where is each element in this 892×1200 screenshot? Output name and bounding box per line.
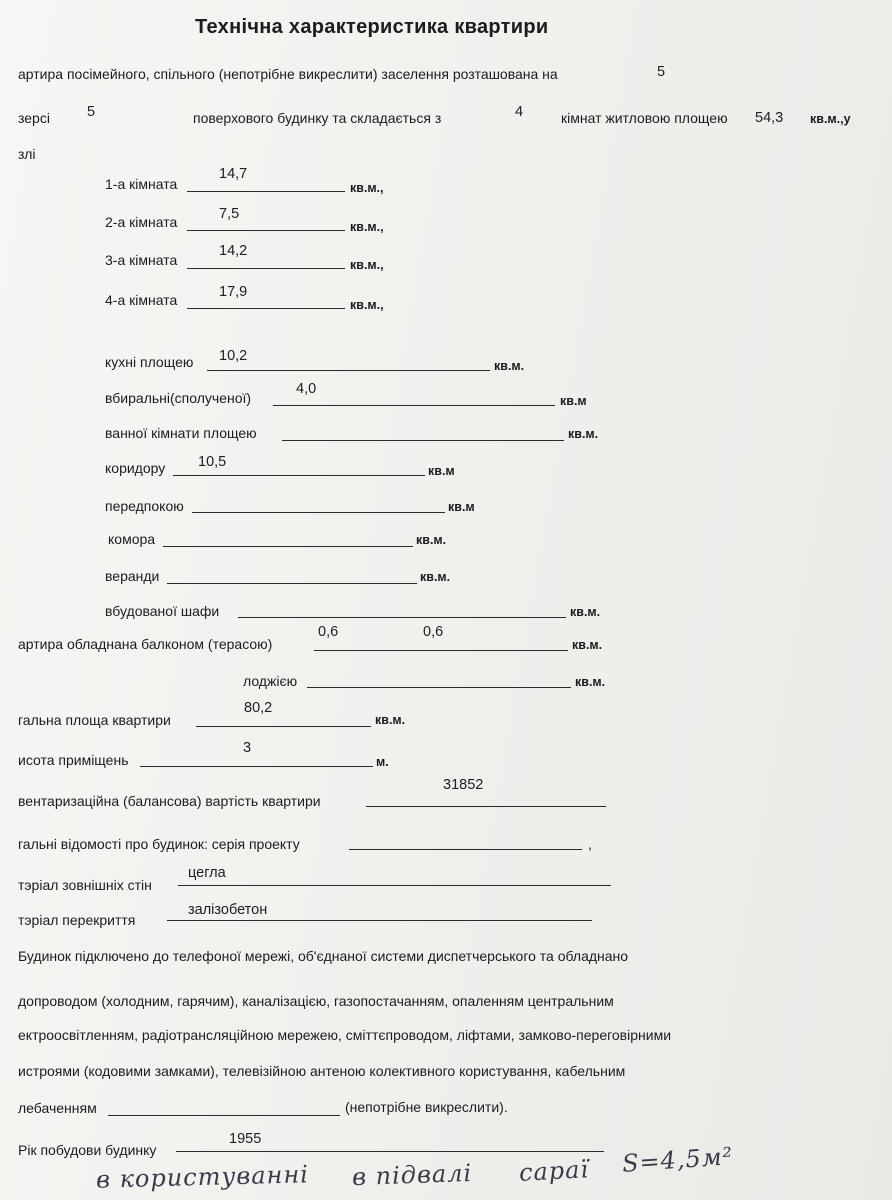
hallway-unit: кв.м [448, 500, 475, 514]
utilities-line-5-blank [108, 1115, 340, 1116]
room-2-unit: кв.м., [350, 220, 384, 234]
year-built-label: Рік побудови будинку [18, 1142, 157, 1158]
kitchen-unit: кв.м. [494, 359, 525, 373]
total-floors-value: 5 [87, 104, 96, 120]
bathroom-combined-value: 4,0 [296, 381, 317, 397]
room-2-label: 2-а кімната [105, 214, 178, 230]
loggia-line [307, 687, 571, 688]
total-area-line [196, 726, 371, 727]
walls-label: тэріал зовнішніх стін [18, 877, 152, 893]
balcony-label: артира обладнана балконом (терасою) [18, 636, 273, 652]
height-label: исота приміщень [18, 752, 129, 768]
closet-line [238, 617, 566, 618]
utilities-line-2: допроводом (холодним, гарячим), каналізацією, газопостачанням, опаленням центральним [18, 993, 614, 1009]
loggia-label: лоджією [243, 673, 298, 689]
inventory-value-label: вентаризаційна (балансова) вартість квартири [18, 793, 321, 809]
total-area-unit: кв.м. [375, 713, 406, 727]
balcony-unit: кв.м. [572, 638, 603, 652]
storage-label: комора [108, 531, 156, 547]
handwritten-note-1: в користуванні [95, 1160, 310, 1194]
closet-unit: кв.м. [570, 605, 601, 619]
bath-room-unit: кв.м. [568, 427, 599, 441]
utilities-line-5-note: (непотрібне викреслити). [345, 1099, 508, 1115]
closet-label: вбудованої шафи [105, 603, 220, 619]
hallway-label: передпокою [105, 498, 184, 514]
storage-unit: кв.м. [416, 533, 447, 547]
loggia-unit: кв.м. [575, 675, 606, 689]
kitchen-label: кухні площею [105, 354, 194, 370]
intro-line-2-start: зерсі [18, 110, 50, 126]
living-area-unit: кв.м.,у [810, 112, 851, 126]
utilities-line-5: лебаченням [18, 1100, 97, 1116]
living-area-value: 54,3 [755, 110, 784, 126]
storage-line [163, 546, 413, 547]
veranda-line [167, 583, 417, 584]
bathroom-combined-unit: кв.м [560, 394, 587, 408]
corridor-label: коридору [105, 460, 166, 476]
veranda-label: веранди [105, 568, 160, 584]
corridor-unit: кв.м [428, 464, 455, 478]
height-unit: м. [376, 755, 389, 769]
year-built-line [176, 1151, 604, 1152]
total-area-value: 80,2 [244, 700, 273, 716]
handwritten-note-4: S=4,5м² [621, 1142, 735, 1178]
room-4-unit: кв.м., [350, 298, 384, 312]
walls-value: цегла [188, 865, 226, 881]
height-line [140, 766, 373, 767]
room-4-value: 17,9 [219, 284, 248, 300]
series-label: гальні відомості про будинок: серія проекту [18, 836, 300, 852]
inventory-value-line [366, 806, 606, 807]
utilities-line-4: истроями (кодовими замками), телевізійною антеною колективного користування, кабельним [18, 1063, 626, 1079]
veranda-unit: кв.м. [420, 570, 451, 584]
room-2-value: 7,5 [219, 206, 240, 222]
series-line [349, 849, 582, 850]
inventory-value: 31852 [443, 777, 484, 793]
intro-line-2-rooms: кімнат житловою площею [561, 110, 728, 126]
page-title: Технічна характеристика квартири [195, 16, 549, 38]
height-value: 3 [243, 740, 252, 756]
intro-line-2-middle: поверхового будинку та складається з [193, 110, 442, 126]
series-end: , [588, 836, 592, 852]
room-1-unit: кв.м., [350, 181, 384, 195]
balcony-value-1: 0,6 [318, 624, 339, 640]
room-3-label: 3-а кімната [105, 252, 178, 268]
room-3-unit: кв.м., [350, 258, 384, 272]
floors-material-line [167, 920, 592, 921]
room-4-line [187, 308, 345, 309]
handwritten-note-2: в підвалі [351, 1158, 473, 1192]
bath-room-line [282, 440, 564, 441]
corridor-line [173, 475, 425, 476]
balcony-value-2: 0,6 [423, 624, 444, 640]
utilities-line-1: Будинок підключено до телефоної мережі, об'єднаної системи диспетчерського та обладнано [18, 948, 629, 964]
walls-line [178, 885, 611, 886]
bath-room-label: ванної кімнати площею [105, 425, 257, 441]
corridor-value: 10,5 [198, 454, 227, 470]
room-1-value: 14,7 [219, 166, 248, 182]
year-built-value: 1955 [229, 1131, 262, 1147]
balcony-line [314, 650, 568, 651]
floors-material-value: залізобетон [188, 902, 268, 918]
bathroom-combined-line [273, 405, 555, 406]
floors-material-label: тэріал перекриття [18, 912, 136, 928]
room-2-line [187, 230, 345, 231]
room-1-label: 1-а кімната [105, 176, 178, 192]
room-3-line [187, 268, 345, 269]
hallway-line [192, 512, 445, 513]
bathroom-combined-label: вбиральні(сполученої) [105, 390, 252, 406]
rooms-count-value: 4 [515, 104, 524, 120]
utilities-line-3: ектроосвітленням, радіотрансляційною мережею, сміттєпроводом, ліфтами, замково-переговірними [18, 1027, 672, 1043]
kitchen-value: 10,2 [219, 348, 248, 364]
total-area-label: гальна площа квартири [18, 712, 171, 728]
handwritten-note-3: сараї [518, 1155, 590, 1187]
kitchen-line [207, 370, 490, 371]
room-1-line [187, 191, 345, 192]
floor-value: 5 [657, 64, 666, 80]
intro-line-1: артира посімейного, спільного (непотрібне викреслити) заселення розташована на [18, 66, 558, 82]
intro-line-3: злі [18, 146, 36, 162]
room-4-label: 4-а кімната [105, 292, 178, 308]
room-3-value: 14,2 [219, 243, 248, 259]
